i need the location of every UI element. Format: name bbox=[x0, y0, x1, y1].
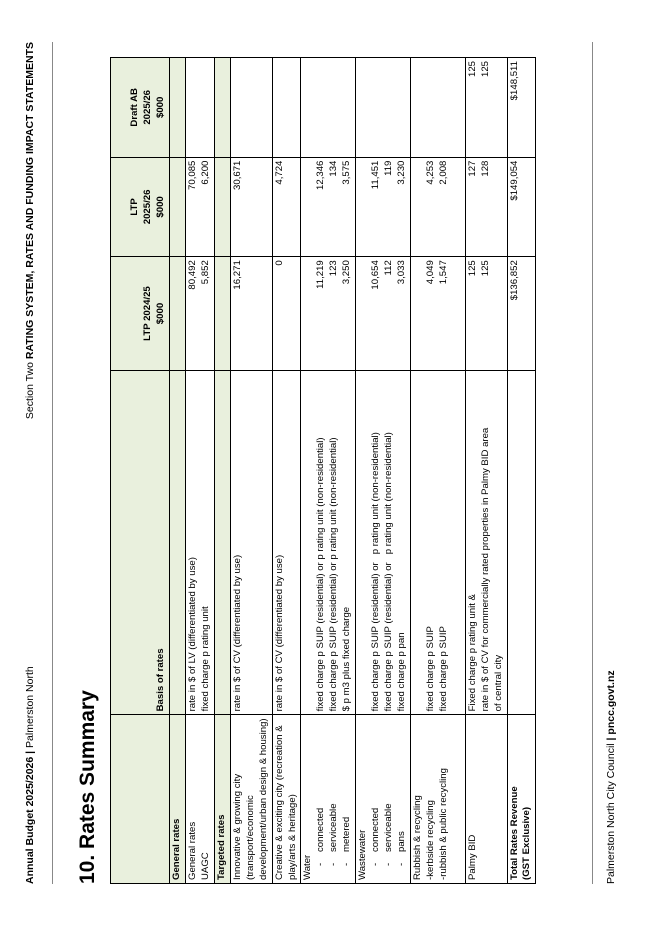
basis-text: rate in $ of LV (differentiated by use) bbox=[186, 557, 198, 712]
section-row-general bbox=[170, 58, 186, 884]
basis-text: fixed charge p pan bbox=[396, 632, 407, 712]
total-value: $136,852 bbox=[508, 260, 520, 301]
basis-text: Fixed charge p rating unit & bbox=[466, 594, 478, 712]
page-title: 10. Rates Summary bbox=[76, 690, 99, 884]
row-name: Water bbox=[302, 854, 314, 880]
basis-cell bbox=[465, 370, 507, 715]
col-header-line: $000 bbox=[155, 196, 167, 218]
sub-label: serviceable bbox=[328, 803, 340, 852]
ltp-2025-26-cell bbox=[507, 157, 536, 257]
value: 4,724 bbox=[273, 160, 285, 185]
value: 16,271 bbox=[231, 260, 243, 290]
value: 125 bbox=[466, 260, 478, 277]
value: 134 bbox=[328, 160, 340, 177]
section-fill bbox=[170, 58, 186, 158]
ltp-2024-25-cell bbox=[185, 257, 214, 371]
value: 10,654 bbox=[370, 260, 382, 290]
col-header-line: 2025/26 bbox=[142, 189, 154, 225]
basis-cell bbox=[301, 370, 356, 715]
section-label: General rates bbox=[170, 715, 186, 884]
col-header-line: $000 bbox=[155, 96, 167, 118]
total-label: (GST Exclusive) bbox=[521, 806, 533, 880]
section-fill bbox=[214, 157, 230, 257]
sub-label: connected bbox=[315, 807, 327, 852]
draft-cell bbox=[185, 58, 214, 158]
page-header bbox=[24, 42, 42, 884]
footer-rule bbox=[592, 42, 593, 884]
value: 0 bbox=[273, 260, 285, 266]
row-name-cell bbox=[356, 715, 411, 884]
basis-text: fixed charge p rating unit bbox=[199, 606, 211, 712]
header-rule bbox=[52, 42, 53, 884]
basis-text: rate in $ of CV (differentiated by use) bbox=[273, 554, 285, 712]
basis-cell bbox=[230, 370, 272, 715]
value: 125 bbox=[479, 61, 491, 78]
table-row-total bbox=[507, 58, 536, 884]
row-name: General rates bbox=[186, 821, 198, 880]
value: 30,671 bbox=[231, 160, 243, 190]
row-name-cell bbox=[410, 715, 465, 884]
row-name: -rubbish & public recycling bbox=[437, 768, 449, 880]
basis-text: fixed charge p SUIP (residential) or p rating unit (non-residential) bbox=[315, 437, 327, 712]
value: 4,049 bbox=[424, 260, 436, 285]
col-header-draft-ab bbox=[111, 58, 170, 158]
row-name: play/arts & heritage) bbox=[286, 794, 298, 880]
value: 11,219 bbox=[315, 260, 327, 289]
draft-cell bbox=[301, 58, 356, 158]
ltp-2024-25-cell bbox=[507, 257, 536, 371]
section-fill bbox=[214, 370, 230, 715]
sub-item bbox=[383, 718, 396, 880]
total-value: $148,511 bbox=[508, 61, 520, 101]
col-header-line: Draft AB bbox=[129, 88, 141, 127]
ltp-2025-26-cell bbox=[301, 157, 356, 257]
dash: - bbox=[383, 862, 395, 866]
row-name: UAGC bbox=[199, 852, 211, 880]
row-name: Rubbish & recycling bbox=[411, 795, 423, 880]
table-row-palmy-bid bbox=[465, 58, 507, 884]
col-header-line: LTP bbox=[129, 198, 141, 216]
header-row bbox=[111, 58, 170, 884]
dash: - bbox=[396, 862, 407, 866]
section-fill bbox=[214, 58, 230, 158]
value: 3,230 bbox=[396, 160, 407, 185]
basis-text: of central city bbox=[492, 654, 504, 712]
draft-cell bbox=[410, 58, 465, 158]
ltp-2025-26-cell bbox=[185, 157, 214, 257]
basis-cell bbox=[356, 370, 411, 715]
ltp-2025-26-cell bbox=[465, 157, 507, 257]
ltp-2025-26-cell bbox=[272, 157, 301, 257]
basis-text: fixed charge p SUIP bbox=[424, 626, 436, 712]
value: 4,253 bbox=[424, 160, 436, 185]
section-row-targeted bbox=[214, 58, 230, 884]
basis-cell bbox=[185, 370, 214, 715]
sub-label: pans bbox=[396, 831, 407, 852]
value: 123 bbox=[328, 260, 340, 277]
basis-text: fixed charge p SUIP (residential) or p rating unit (non-residential) bbox=[383, 432, 395, 712]
header-right bbox=[24, 42, 36, 419]
sub-label: connected bbox=[370, 807, 382, 852]
value: 128 bbox=[479, 160, 491, 177]
section-fill bbox=[170, 157, 186, 257]
dash: - bbox=[315, 862, 327, 866]
value: 11,451 bbox=[370, 160, 382, 190]
value: 112 bbox=[383, 260, 395, 276]
ltp-2025-26-cell bbox=[230, 157, 272, 257]
footer-separator: | bbox=[605, 737, 617, 741]
value: 70,085 bbox=[186, 160, 198, 190]
table-row-general-rates bbox=[185, 58, 214, 884]
ltp-2024-25-cell bbox=[356, 257, 411, 371]
sub-label: metered bbox=[341, 816, 353, 852]
col-header-name bbox=[111, 715, 170, 884]
value: 125 bbox=[479, 260, 491, 277]
ltp-2024-25-cell bbox=[230, 257, 272, 371]
dash: - bbox=[341, 862, 353, 866]
basis-text: rate in $ of CV (differentiated by use) bbox=[231, 554, 243, 712]
value: 12,346 bbox=[315, 160, 327, 190]
footer-website[interactable]: pncc.govt.nz bbox=[605, 670, 617, 735]
total-label: Total Rates Revenue bbox=[508, 786, 520, 880]
sub-item bbox=[396, 718, 409, 880]
ltp-2024-25-cell bbox=[301, 257, 356, 371]
row-name-cell bbox=[465, 715, 507, 884]
col-header-line: LTP 2024/25 bbox=[142, 286, 154, 341]
basis-text: fixed charge p SUIP (residential) or p rating unit (non-residential) bbox=[328, 437, 340, 712]
draft-cell bbox=[465, 58, 507, 158]
row-name: Innovative & growing city bbox=[231, 773, 243, 880]
row-name: development/urban design & housing) bbox=[257, 718, 269, 880]
row-name-cell bbox=[230, 715, 272, 884]
basis-cell bbox=[272, 370, 301, 715]
ltp-2024-25-cell bbox=[410, 257, 465, 371]
value: 3,575 bbox=[341, 160, 353, 185]
section-fill bbox=[170, 370, 186, 715]
draft-cell bbox=[272, 58, 301, 158]
value: 125 bbox=[466, 61, 478, 78]
sub-item bbox=[341, 718, 354, 880]
value: 5,852 bbox=[199, 260, 211, 285]
header-doc-title: Annual Budget 2025/2026 bbox=[24, 756, 36, 884]
basis-text: fixed charge p SUIP bbox=[437, 626, 449, 712]
table-row-innovative bbox=[230, 58, 272, 884]
basis-cell bbox=[507, 370, 536, 715]
sub-label: serviceable bbox=[383, 803, 395, 852]
value: 119 bbox=[383, 160, 395, 176]
value: 6,200 bbox=[199, 160, 211, 185]
table-row-wastewater bbox=[356, 58, 411, 884]
section-label: Targeted rates bbox=[214, 715, 230, 884]
row-name-cell bbox=[301, 715, 356, 884]
header-section: Section Two bbox=[24, 362, 36, 420]
dash: - bbox=[328, 862, 340, 866]
row-name: Wastewater bbox=[357, 829, 369, 880]
header-left bbox=[24, 666, 36, 884]
page-footer bbox=[605, 670, 617, 884]
value: 1,547 bbox=[437, 260, 449, 285]
value: 3,033 bbox=[396, 260, 407, 285]
section-fill bbox=[170, 257, 186, 371]
basis-text: fixed charge p SUIP (residential) or p rating unit (non-residential) bbox=[370, 432, 382, 712]
ltp-2024-25-cell bbox=[465, 257, 507, 371]
table-row-creative bbox=[272, 58, 301, 884]
row-name: Palmy BID bbox=[466, 834, 478, 880]
draft-cell bbox=[507, 58, 536, 158]
ltp-2025-26-cell bbox=[410, 157, 465, 257]
sub-item bbox=[328, 718, 341, 880]
col-header-ltp-2025-26 bbox=[111, 157, 170, 257]
footer-org: Palmerston North City Council bbox=[605, 743, 617, 884]
row-name-cell bbox=[272, 715, 301, 884]
total-value: $149,054 bbox=[508, 160, 520, 201]
ltp-2024-25-cell bbox=[272, 257, 301, 371]
header-section-title: RATING SYSTEM, RATES AND FUNDING IMPACT STATEMENTS bbox=[24, 42, 36, 360]
section-fill bbox=[214, 257, 230, 371]
col-header-ltp-2024-25 bbox=[111, 257, 170, 371]
row-name: (transport/economic bbox=[244, 795, 256, 880]
col-header-line: 2025/26 bbox=[142, 89, 154, 125]
ltp-2025-26-cell bbox=[356, 157, 411, 257]
col-header-basis: Basis of rates bbox=[111, 370, 170, 715]
basis-text: $ p m3 plus fixed charge bbox=[341, 606, 353, 712]
value: 3,250 bbox=[341, 260, 353, 285]
table-row-rubbish bbox=[410, 58, 465, 884]
dash: - bbox=[370, 862, 382, 866]
value: 2,008 bbox=[437, 160, 449, 185]
rates-table bbox=[110, 57, 536, 884]
draft-cell bbox=[356, 58, 411, 158]
basis-cell bbox=[410, 370, 465, 715]
row-name-cell bbox=[507, 715, 536, 884]
header-separator: | bbox=[24, 750, 36, 754]
sub-item bbox=[315, 718, 328, 880]
col-header-line: $000 bbox=[155, 302, 167, 325]
value: 80,492 bbox=[186, 260, 198, 290]
row-name: Creative & exciting city (recreation & bbox=[273, 725, 285, 880]
row-name-cell bbox=[185, 715, 214, 884]
row-name: -kerbside recycling bbox=[424, 800, 436, 880]
draft-cell bbox=[230, 58, 272, 158]
header-city: Palmerston North bbox=[24, 666, 36, 748]
sub-item bbox=[370, 718, 383, 880]
value: 127 bbox=[466, 160, 478, 177]
basis-text: rate in $ of CV for commercially rated properties in Palmy BID area bbox=[479, 427, 491, 712]
table-row-water bbox=[301, 58, 356, 884]
